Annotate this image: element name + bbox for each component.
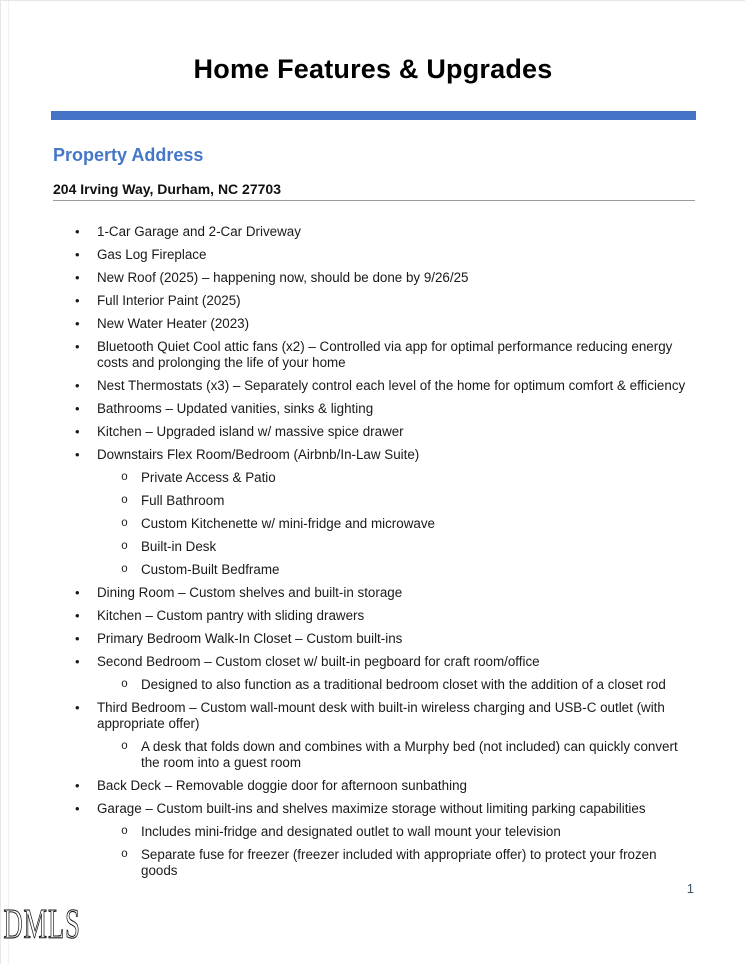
list-item-text: Separate fuse for freezer (freezer included with appropriate offer) to protect your frozen goods xyxy=(141,847,657,878)
page-title: Home Features & Upgrades xyxy=(193,54,553,84)
list-item-text: Includes mini-fridge and designated outlet to wall mount your television xyxy=(141,824,561,839)
list-item xyxy=(1,539,745,555)
list-item-text: Full Bathroom xyxy=(141,493,225,508)
list-item xyxy=(1,401,745,417)
list-item xyxy=(1,516,745,532)
list-item xyxy=(1,247,745,263)
bullet-icon: • xyxy=(75,293,80,308)
list-item xyxy=(1,847,745,879)
list-item-text: Dining Room – Custom shelves and built-in storage xyxy=(97,585,403,600)
list-item-text: Nest Thermostats (x3) – Separately control each level of the home for optimum comfort & efficiency xyxy=(97,378,686,393)
list-item xyxy=(1,270,745,286)
bullet-icon: • xyxy=(75,339,80,354)
section-heading: Property Address xyxy=(53,145,204,165)
features-list xyxy=(1,224,745,886)
list-item xyxy=(1,562,745,578)
watermark-logo xyxy=(1,901,111,949)
list-item xyxy=(1,778,745,794)
list-item xyxy=(1,585,745,601)
accent-bar xyxy=(51,111,696,120)
bullet-icon: • xyxy=(75,247,80,262)
list-item xyxy=(1,378,745,394)
list-item-text: Bathrooms – Updated vanities, sinks & lighting xyxy=(97,401,374,416)
list-item-text: Kitchen – Upgraded island w/ massive spice drawer xyxy=(97,424,404,439)
list-item-text: Kitchen – Custom pantry with sliding drawers xyxy=(97,608,365,623)
bullet-icon: • xyxy=(75,585,80,600)
page-number: 1 xyxy=(686,881,694,896)
list-item-text: Third Bedroom – Custom wall-mount desk with built-in wireless charging and USB-C outlet (with appropriate offer) xyxy=(97,700,665,731)
list-item-text: 1-Car Garage and 2-Car Driveway xyxy=(97,224,301,239)
list-item xyxy=(1,608,745,624)
bullet-icon: o xyxy=(121,517,128,530)
list-item xyxy=(1,654,745,670)
list-item-text: A desk that folds down and combines with a Murphy bed (not included) can quickly convert the room into a guest room xyxy=(141,739,678,770)
list-item-text: Downstairs Flex Room/Bedroom (Airbnb/In-Law Suite) xyxy=(97,447,420,462)
list-item-text: New Roof (2025) – happening now, should be done by 9/26/25 xyxy=(97,270,469,285)
list-item-text: Built-in Desk xyxy=(141,539,217,554)
list-item-text: Garage – Custom built-ins and shelves maximize storage without limiting parking capabilities xyxy=(97,801,646,816)
list-item xyxy=(1,739,745,771)
bullet-icon: • xyxy=(75,270,80,285)
list-item-text: Full Interior Paint (2025) xyxy=(97,293,241,308)
list-item-text: Primary Bedroom Walk-In Closet – Custom built-ins xyxy=(97,631,403,646)
list-item-text: Designed to also function as a traditional bedroom closet with the addition of a closet rod xyxy=(141,677,666,692)
bullet-icon: o xyxy=(121,825,128,838)
bullet-icon: o xyxy=(121,471,128,484)
list-item-text: Back Deck – Removable doggie door for afternoon sunbathing xyxy=(97,778,467,793)
bullet-icon: • xyxy=(75,424,80,439)
bullet-icon: • xyxy=(75,631,80,646)
list-item xyxy=(1,224,745,240)
bullet-icon: • xyxy=(75,654,80,669)
list-item xyxy=(1,339,745,371)
list-item-text: New Water Heater (2023) xyxy=(97,316,250,331)
list-item xyxy=(1,677,745,693)
bullet-icon: o xyxy=(121,540,128,553)
bullet-icon: • xyxy=(75,801,80,816)
bullet-icon: • xyxy=(75,447,80,462)
list-item xyxy=(1,293,745,309)
bullet-icon: o xyxy=(121,563,128,576)
bullet-icon: o xyxy=(121,678,128,691)
bullet-icon: • xyxy=(75,316,80,331)
list-item-text: Private Access & Patio xyxy=(141,470,276,485)
bullet-icon: • xyxy=(75,778,80,793)
list-item-text: Custom-Built Bedframe xyxy=(141,562,280,577)
bullet-icon: o xyxy=(121,848,128,861)
list-item xyxy=(1,631,745,647)
list-item-text: Custom Kitchenette w/ mini-fridge and microwave xyxy=(141,516,435,531)
bullet-icon: o xyxy=(121,494,128,507)
list-item xyxy=(1,700,745,732)
watermark-text: DMLS xyxy=(3,901,81,948)
bullet-icon: • xyxy=(75,224,80,239)
list-item-text: Second Bedroom – Custom closet w/ built-in pegboard for craft room/office xyxy=(97,654,540,669)
list-item xyxy=(1,316,745,332)
list-item-text: Bluetooth Quiet Cool attic fans (x2) – Controlled via app for optimal performance reducing energy costs and prolonging the life of your home xyxy=(97,339,673,370)
list-item xyxy=(1,801,745,817)
bullet-icon: • xyxy=(75,378,80,393)
property-address: 204 Irving Way, Durham, NC 27703 xyxy=(53,181,281,197)
list-item-text: Gas Log Fireplace xyxy=(97,247,207,262)
list-item xyxy=(1,824,745,840)
bullet-icon: • xyxy=(75,608,80,623)
divider xyxy=(53,200,695,201)
bullet-icon: • xyxy=(75,700,80,715)
list-item xyxy=(1,470,745,486)
list-item xyxy=(1,493,745,509)
bullet-icon: o xyxy=(121,740,128,753)
bullet-icon: • xyxy=(75,401,80,416)
list-item xyxy=(1,447,745,463)
list-item xyxy=(1,424,745,440)
